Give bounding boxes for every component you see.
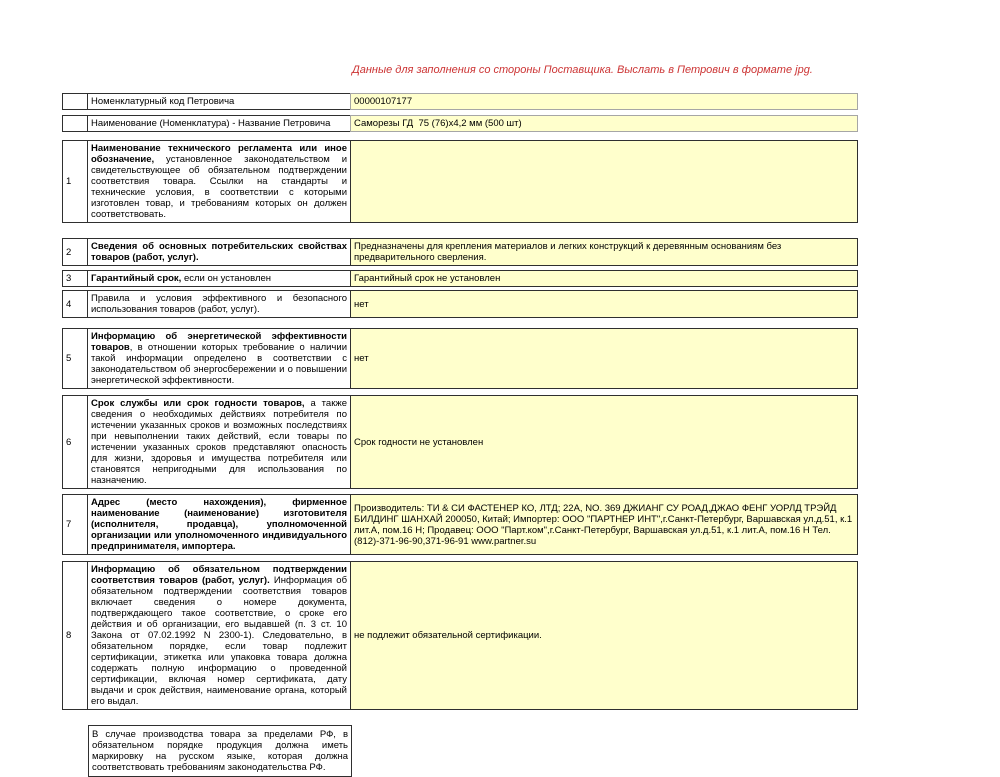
row-number-cell <box>62 93 88 110</box>
value-text: нет <box>354 298 369 310</box>
label-text: Номенклатурный код Петровича <box>91 96 235 107</box>
row-value <box>350 395 858 489</box>
row-value <box>350 561 858 710</box>
row-label <box>87 395 351 489</box>
row-nomenclature-name <box>62 115 1000 132</box>
row-value <box>350 494 858 555</box>
row-number-cell: 3 <box>62 270 88 287</box>
row-value <box>350 328 858 389</box>
table-row-1 <box>62 140 1000 223</box>
table-row-6 <box>62 395 1000 489</box>
label-lead-bold: Сведения об основных потребительских свойствах товаров (работ, услуг). <box>91 241 347 263</box>
value-text: не подлежит обязательной сертификации. <box>354 630 542 641</box>
row-value <box>350 93 858 110</box>
row-number-cell: 5 <box>62 328 88 389</box>
label-text: а также сведения о необходимых действиях потребителя по истечении указанных сроков и возможных последствиях при невыполнении таких действий, если товары по истечении указанных сроков представляют опасность для жизни, здоровья и имущества потребителя или становятся непригодными для использования по назначению. <box>91 398 347 486</box>
value-text: Саморезы ГД 75 (76)х4,2 мм (500 шт) <box>354 118 522 129</box>
label-lead-bold: Информацию об энергетической эффективности товаров <box>91 331 347 353</box>
row-value <box>350 290 858 318</box>
row-label <box>87 115 351 132</box>
row-label <box>87 561 351 710</box>
row-nomenclature-code <box>62 93 1000 110</box>
row-number-cell: 8 <box>62 561 88 710</box>
row-number-cell: 2 <box>62 238 88 266</box>
label-text: Правила и условия эффективного и безопасного использования товаров (работ, услуг). <box>91 293 347 315</box>
label-text: установленное законодательством и свидетельствующее об обязательном подтверждении соответствия товара. Ссылки на стандарты и технические условия, в соответствии с которыми изготовлен товар, и требованиям которых он должен соответствовать. <box>91 154 347 220</box>
value-text: 00000107177 <box>354 96 413 107</box>
table-row-8 <box>62 561 1000 710</box>
label-text: Наименование (Номенклатура) - Название Петровича <box>91 118 331 129</box>
value-text: Срок годности не установлен <box>354 436 484 448</box>
value-text: Предназначены для крепления материалов и легких конструкций к деревянным основаниям без предварительного сверления. <box>354 241 784 263</box>
value-text: нет <box>354 353 369 364</box>
table-row-7 <box>62 494 1000 555</box>
row-number-cell: 4 <box>62 290 88 318</box>
row-label <box>87 328 351 389</box>
row-value <box>350 140 858 223</box>
label-text: если он установлен <box>181 273 272 284</box>
row-label <box>87 238 351 266</box>
row-label <box>87 140 351 223</box>
row-value <box>350 238 858 266</box>
row-number-cell <box>62 115 88 132</box>
label-lead-bold: Наименование технического регламента или иное обозначение, <box>91 143 347 165</box>
label-lead-bold: Информацию об обязательном подтверждении соответствия товаров (работ, услуг). <box>91 564 347 586</box>
row-label <box>87 93 351 110</box>
row-number-cell: 6 <box>62 395 88 489</box>
row-label <box>87 290 351 318</box>
supplier-instruction-note: Данные для заполнения со стороны Поставщика. Выслать в Петрович в формате jpg. <box>352 64 813 76</box>
row-number-cell: 7 <box>62 494 88 555</box>
label-lead-bold: Адрес (место нахождения), фирменное наименование (наименование) изготовителя (исполнителя, продавца), уполномоченной организации или уполномоченного индивидуального предпринимателя, импортера. <box>91 497 347 552</box>
row-value <box>350 270 858 287</box>
table-row-3 <box>62 270 1000 287</box>
label-lead-bold: Гарантийный срок, <box>91 273 182 284</box>
row-value <box>350 115 858 132</box>
label-lead-bold: Срок службы или срок годности товаров, <box>91 398 305 409</box>
row-label <box>87 270 351 287</box>
row-number-cell: 1 <box>62 140 88 223</box>
label-text: , в отношении которых требование о наличии такой информации определено в соответствии с законодательством об энергосбережении и о повышении энергетической эффективности. <box>91 342 347 386</box>
row-label <box>87 494 351 555</box>
label-text: Информация об обязательном подтверждении соответствия товаров включает сведения о номере документа, подтверждающего такое соответствие, о сроке его действия и об организации, его выдавшей (п. 3 ст. 10 Закона от 07.02.1992 N 2300-1). Следовательно, в обязательном порядке, если товар подлежит сертификации, этикетка или упаковка товара должна содержать полную информацию о проведенной сертификации, включая номер сертификата, дату выдачи и срок действия, наименование органа, который его выдал. <box>91 575 348 707</box>
table-row-4 <box>62 290 1000 318</box>
value-text: Гарантийный срок не установлен <box>354 273 501 284</box>
marking-requirement-note: В случае производства товара за пределами РФ, в обязательном порядке продукция должна иметь маркировку на русском языке, которая должна соответствовать требованиям законодательства РФ. <box>88 725 352 777</box>
table-row-5 <box>62 328 1000 389</box>
value-text: Производитель: ТИ & СИ ФАСТЕНЕР КО, ЛТД; 22А, NO. 369 ДЖИАНГ СУ РОАД,ДЖАО ФЕНГ УОРЛД ТРЭЙД БИЛДИНГ ШАНХАЙ 200050, Китай; Импортер: ООО "ПАРТНЕР ИНТ",г.Санкт-Петербург, Варшавская ул.д.51, к.1 лит.А, пом.16 Н; Продавец: ООО "Парт.ком",г.Санкт-Петербург, Варшавская ул.д.51, к.1 лит.А, пом.16 Н Тел.(812)-371-96-90,371-96-91 www.partner.su <box>354 502 855 547</box>
table-row-2 <box>62 238 1000 266</box>
